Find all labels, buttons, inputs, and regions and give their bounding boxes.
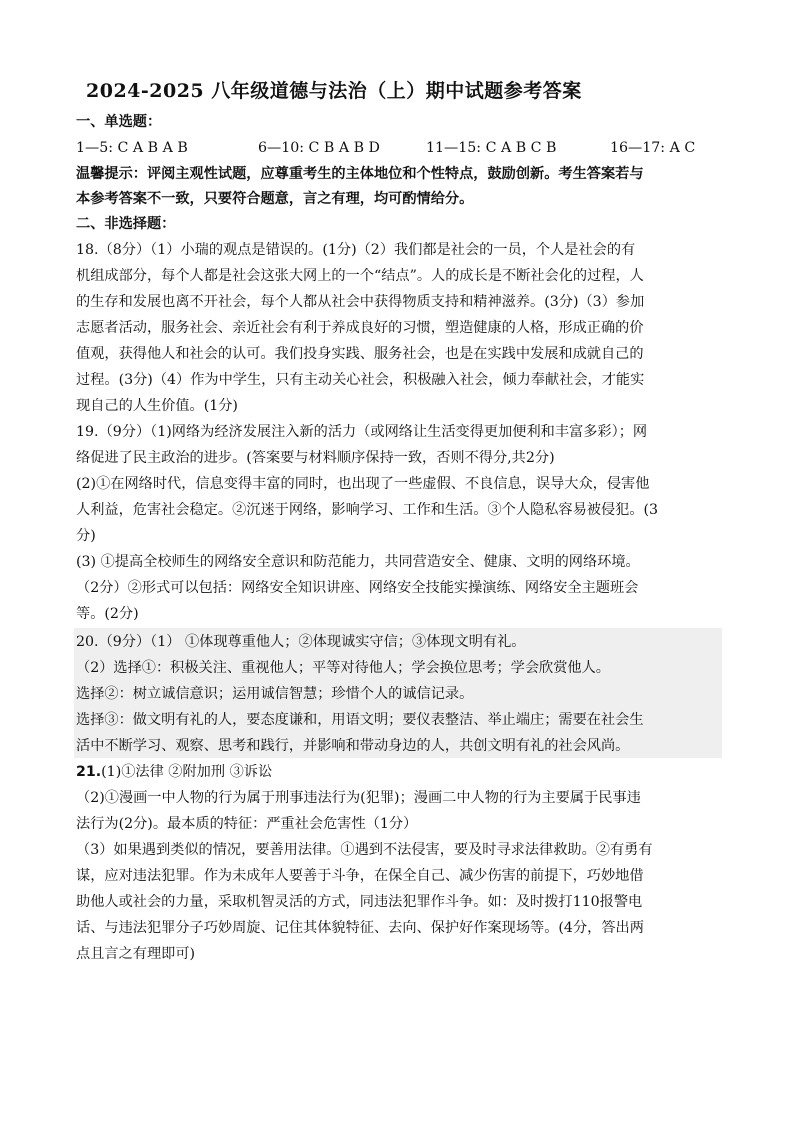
q19-line: 分) (76, 528, 96, 544)
q18-line: 18.（8分）（1）小瑞的观点是错误的。(1分)（2）我们都是社会的一员，个人是社会的有 (76, 242, 636, 258)
answer-group-1-5: 1—5: C A B A B (76, 140, 188, 156)
q20-line: （2）选择①：积极关注、重视他人；平等对待他人；学会换位思考；学会欣赏他人。 (76, 660, 610, 676)
q21-line: 谋，应对违法犯罪。作为未成年人要善于斗争，在保全自己、减少伤害的前提下，巧妙地借 (76, 868, 644, 884)
q18-line: 的生存和发展也离不开社会，每个人都从社会中获得物质支持和精神滋养。(3分)（3）参加 (76, 294, 645, 310)
q19-line: (3) ①提高全校师生的网络安全意识和防范能力，共同营造安全、健康、文明的网络环境。 (76, 554, 640, 570)
q19-line: （2分）②形式可以包括：网络安全知识讲座、网络安全技能实操演练、网络安全主题班会 (76, 580, 639, 596)
q21-line: 助他人或社会的力量，采取机智灵活的方式，同违法犯罪作斗争。如：及时拨打110报警电 (76, 894, 643, 910)
q21-line: 点且言之有理即可) (76, 946, 196, 962)
q19-line: 19.（9分）（1)网络为经济发展注入新的活力（或网络让生活变得更加便利和丰富多彩）；网 (76, 424, 648, 440)
q18-line: 机组成部分，每个人都是社会这张大网上的一个“结点”。人的成长是不断社会化的过程，人 (76, 268, 644, 284)
q19-line: (2)①在网络时代，信息变得丰富的同时，也出现了一些虚假、不良信息，误导大众，侵害他 (76, 476, 650, 492)
q21-line-1 (76, 762, 272, 786)
q18-line: 值观，获得他人和社会的认可。我们投身实践、服务社会，也是在实践中发展和成就自己的 (76, 346, 644, 362)
q20-line: 选择③：做文明有礼的人，要态度谦和，用语文明；要仪表整洁、举止端庄；需要在社会生 (76, 712, 644, 728)
q21-number: 21. (76, 764, 102, 780)
answer-group-6-10: 6—10: C B A B D (258, 140, 380, 156)
grading-tip-line-1: 温馨提示：评阅主观性试题，应尊重考生的主体地位和个性特点，鼓励创新。考生答案若与 (76, 166, 644, 182)
q19-line: 人利益，危害社会稳定。②沉迷于网络，影响学习、工作和生活。③个人隐私容易被侵犯。(3 (76, 502, 659, 518)
q21-line: （3）如果遇到类似的情况，要善用法律。①遇到不法侵害，要及时寻求法律救助。②有勇有 (76, 842, 653, 858)
q18-line: 过程。(3分)（4）作为中学生，只有主动关心社会，积极融入社会，倾力奉献社会，才能实 (76, 372, 645, 388)
answer-group-16-17: 16—17: A C (610, 140, 696, 156)
q21-part-1: (1)①法律 ②附加刑 ③诉讼 (101, 764, 273, 780)
section-non-choice-heading: 二、非选择题： (76, 216, 176, 232)
q19-line: 络促进了民主政治的进步。(答案要与材料顺序保持一致，否则不得分,共2分) (76, 450, 555, 466)
q20-line: 活中不断学习、观察、思考和践行，并影响和带动身边的人，共创文明有礼的社会风尚。 (76, 738, 630, 754)
q19-line: 等。(2分) (76, 606, 139, 622)
grading-tip-line-2: 本参考答案不一致，只要符合题意，言之有理，均可酌情给分。 (76, 191, 474, 207)
document-title: 2024-2025 八年级道德与法治（上）期中试题参考答案 (86, 80, 582, 102)
q21-line: （2)①漫画一中人物的行为属于刑事违法行为(犯罪)；漫画二中人物的行为主要属于民事违 (76, 790, 641, 806)
section-single-choice-heading: 一、单选题： (76, 114, 162, 130)
q18-line: 现自己的人生价值。(1分) (76, 398, 238, 414)
q21-line: 法行为(2分)。最本质的特征：严重社会危害性（1分） (76, 816, 418, 832)
q20-line: 20.（9分）（1） ①体现尊重他人；②体现诚实守信；③体现文明有礼。 (76, 634, 526, 650)
q20-line: 选择②：树立诚信意识；运用诚信智慧；珍惜个人的诚信记录。 (76, 686, 474, 702)
answer-group-11-15: 11—15: C A B C B (426, 140, 557, 156)
q21-line: 话、与违法犯罪分子巧妙周旋、记住其体貌特征、去向、保护好作案现场等。(4分，答出两 (76, 920, 644, 936)
q18-line: 志愿者活动，服务社会、亲近社会有利于养成良好的习惯，塑造健康的人格，形成正确的价 (76, 320, 644, 336)
